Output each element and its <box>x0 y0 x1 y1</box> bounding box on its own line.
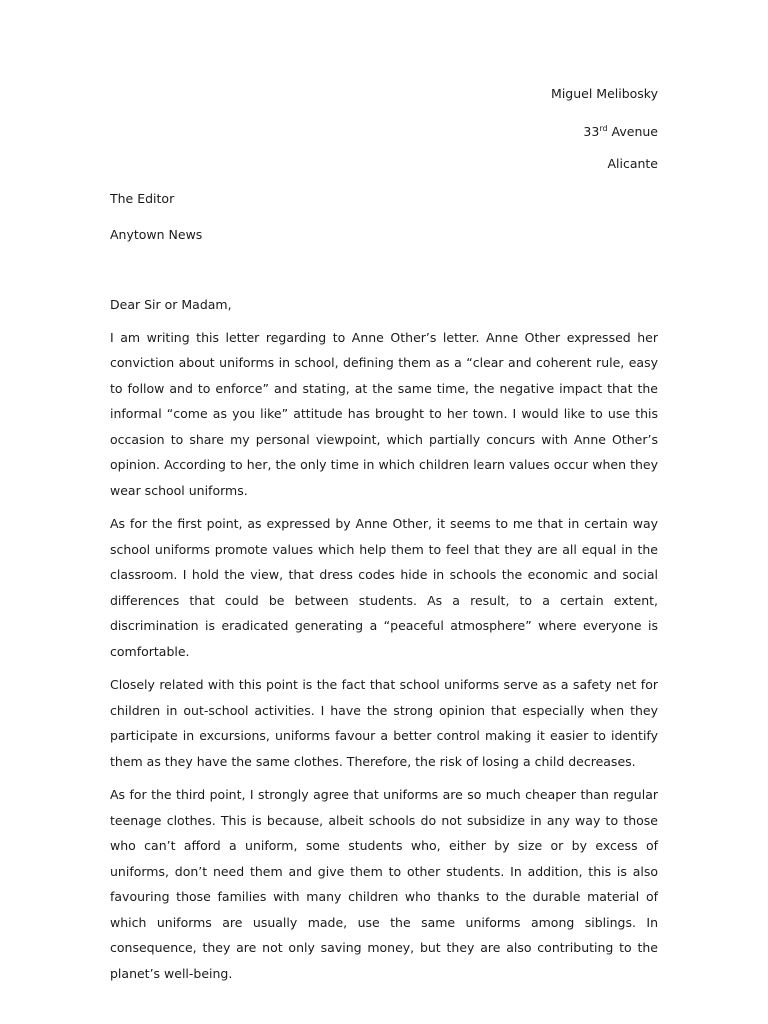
street-ordinal-suffix: rd <box>599 124 608 133</box>
street-number: 33 <box>583 124 600 140</box>
recipient-organization: Anytown News <box>110 227 203 242</box>
sender-name: Miguel Melibosky <box>551 86 658 101</box>
letter-body <box>110 292 658 994</box>
body-paragraph-3: Closely related with this point is the fact that school uniforms serve as a safety net for children in out-school activities. I have the strong opinion that especially when they participate in excursions, uniforms favour a better control making it easier to identify them as they have the same clothes. Therefore, the risk of losing a child decreases. <box>110 677 658 769</box>
street-name: Avenue <box>611 124 658 140</box>
body-paragraph-2: As for the first point, as expressed by Anne Other, it seems to me that in certain way school uniforms promote values which help them to feel that they are all equal in the classroom. I hold the view, that dress codes hide in schools the economic and social differences that could be between students. As a result, to a certain extent, discrimination is eradicated generating a “peaceful atmosphere” where everyone is comfortable. <box>110 516 658 659</box>
sender-street <box>551 119 658 154</box>
sender-address-block <box>551 84 658 189</box>
body-paragraph-1: I am writing this letter regarding to Anne Other’s letter. Anne Other expressed her conviction about uniforms in school, defining them as a “clear and coherent rule, easy to follow and to enforce” and stating, at the same time, the negative impact that the informal “come as you like” attitude has brought to her town. I would like to use this occasion to share my personal viewpoint, which partially concurs with Anne Other’s opinion. According to her, the only time in which children learn values occur when they wear school uniforms. <box>110 329 658 498</box>
recipient-address-block <box>110 189 202 261</box>
salutation: Dear Sir or Madam, <box>110 297 232 312</box>
body-paragraph-4: As for the third point, I strongly agree that uniforms are so much cheaper than regular teenage clothes. This is because, albeit schools do not subsidize in any way to those who can’t afford a uniform, some students who, either by size or by excess of uniforms, don’t need them and give them to other students. In addition, this is also favouring those families with many children who thanks to the durable material of which uniforms are usually made, use the same uniforms among siblings. In consequence, they are not only saving money, but they are also contributing to the planet’s well-being. <box>110 787 658 981</box>
recipient-title: The Editor <box>110 191 175 206</box>
sender-city: Alicante <box>607 156 658 171</box>
